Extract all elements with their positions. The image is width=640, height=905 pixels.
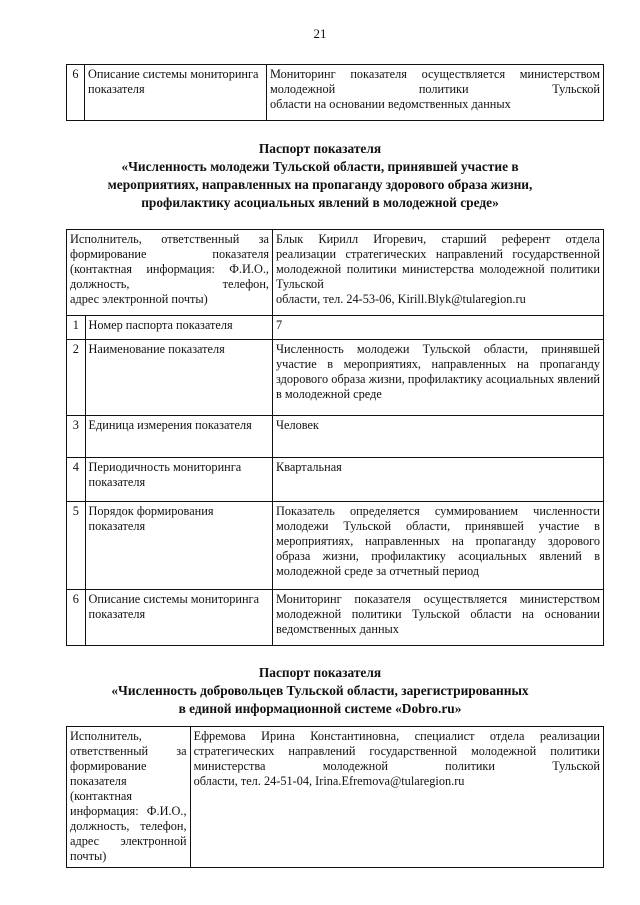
- passport-table: [66, 726, 604, 868]
- row-label: Единица измерения показателя: [85, 416, 272, 458]
- executor-label: Исполнитель, ответственный за формирование показателя (контактная информация: Ф.И.О., должность, телефон, адрес электронной почты): [67, 727, 191, 868]
- passport-title-line: в единой информационной системе «Dobro.ru»: [178, 701, 462, 716]
- table-row-executor: [67, 727, 604, 868]
- row-value: Мониторинг показателя осуществляется министерством молодежной политики Тульской области на основании ведомственных данных: [273, 590, 604, 646]
- row-number: 6: [67, 65, 85, 121]
- row-label: Периодичность мониторинга показателя: [85, 458, 272, 502]
- passport-title-line: «Численность добровольцев Тульской области, зарегистрированных: [111, 683, 529, 698]
- row-label: Описание системы мониторинга показателя: [85, 65, 267, 121]
- row-value: 7: [273, 316, 604, 340]
- row-number: 4: [67, 458, 86, 502]
- row-label: Наименование показателя: [85, 340, 272, 416]
- row-value: Мониторинг показателя осуществляется министерством молодежной политики Тульской области на основании ведомственных данных: [267, 65, 604, 121]
- row-number: 1: [67, 316, 86, 340]
- table-row-executor: [67, 230, 604, 316]
- table-row: [67, 416, 604, 458]
- table-row: [67, 316, 604, 340]
- passport-title-line: «Численность молодежи Тульской области, принявшей участие в: [121, 159, 519, 174]
- table-row: [67, 502, 604, 590]
- row-number: 5: [67, 502, 86, 590]
- row-value: Человек: [273, 416, 604, 458]
- passport-heading: Паспорт показателя: [258, 141, 382, 156]
- table-row: [67, 458, 604, 502]
- row-number: 6: [67, 590, 86, 646]
- row-value: Численность молодежи Тульской области, принявшей участие в мероприятиях, направленных на пропаганду здорового образа жизни, профилактику асоциальных явлений в молодежной среде: [273, 340, 604, 416]
- executor-value: Ефремова Ирина Константиновна, специалист отдела реализации стратегических направлений государственной молодежной политики министерства молодежной политики Тульской области, тел. 24-51-04, Irina.Efremova@tularegion.ru: [190, 727, 603, 868]
- passport-table-continuation: [66, 64, 604, 121]
- row-label: Описание системы мониторинга показателя: [85, 590, 272, 646]
- row-label: Номер паспорта показателя: [85, 316, 272, 340]
- row-number: 3: [67, 416, 86, 458]
- table-row: [67, 65, 604, 121]
- row-value: Показатель определяется суммированием численности молодежи Тульской области, принявшей участие в мероприятиях, направленных на пропаганду здорового образа жизни, профилактику асоциальных явлений в молодежной среде за отчетный период: [273, 502, 604, 590]
- passport-title-line: мероприятиях, направленных на пропаганду здорового образа жизни,: [107, 177, 533, 192]
- passport-title-line: профилактику асоциальных явлений в молодежной среде»: [141, 195, 499, 210]
- row-label: Порядок формирования показателя: [85, 502, 272, 590]
- table-row: [67, 590, 604, 646]
- page-number: 21: [313, 26, 327, 41]
- row-number: 2: [67, 340, 86, 416]
- executor-label: Исполнитель, ответственный за формирование показателя (контактная информация: Ф.И.О., должность, телефон, адрес электронной почты): [67, 230, 273, 316]
- row-value: Квартальная: [273, 458, 604, 502]
- table-row: [67, 340, 604, 416]
- passport-table: [66, 229, 604, 646]
- passport-heading: Паспорт показателя: [258, 665, 382, 680]
- executor-value: Блык Кирилл Игоревич, старший референт отдела реализации стратегических направлений государственной молодежной политики министерства молодежной политики Тульской области, тел. 24-53-06, Kirill.Blyk@tularegion.ru: [273, 230, 604, 316]
